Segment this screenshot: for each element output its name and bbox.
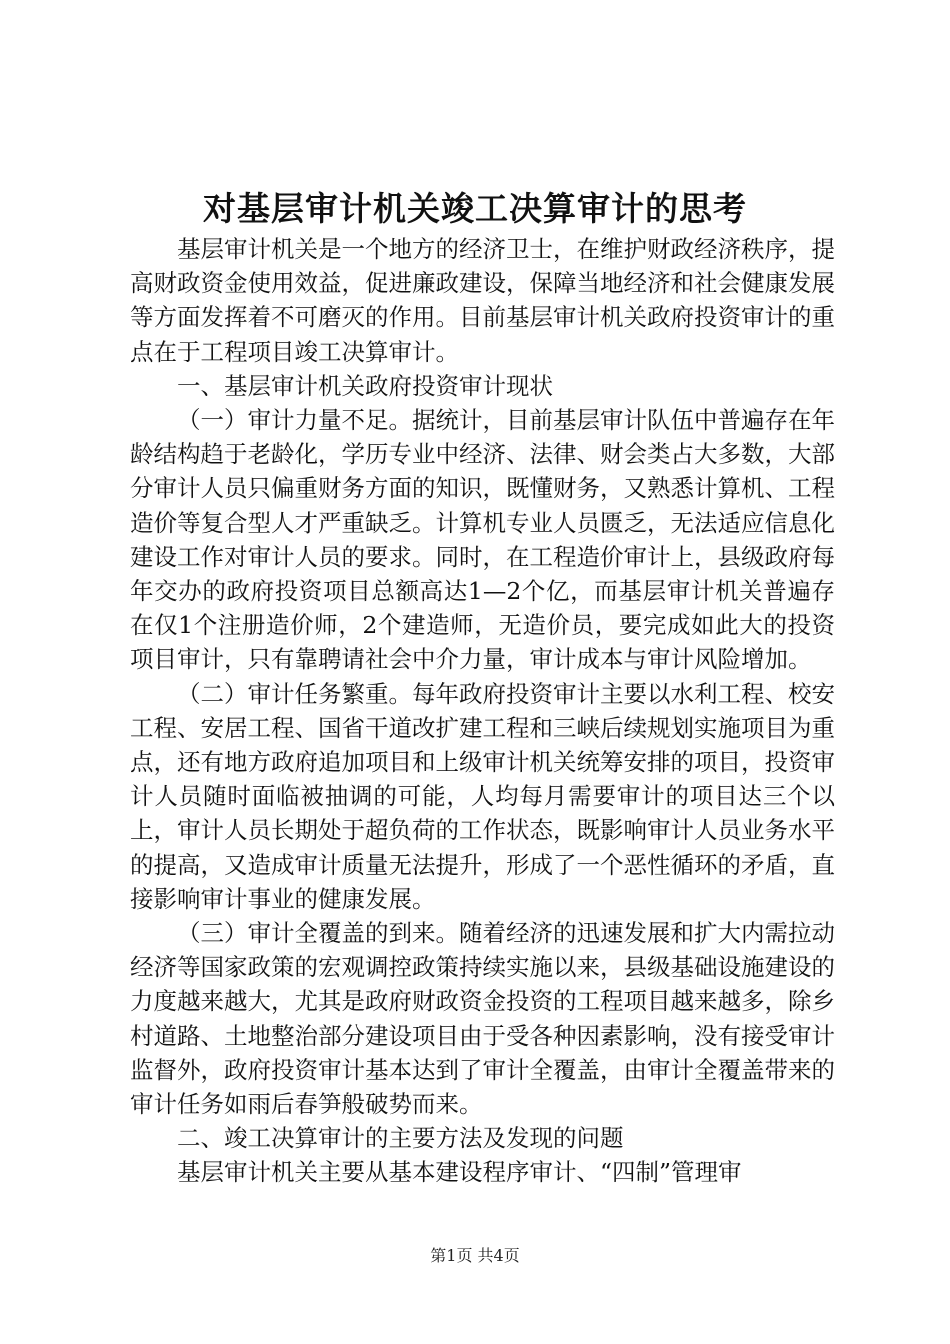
paragraph-intro: 基层审计机关是一个地方的经济卫士，在维护财政经济秩序，提高财政资金使用效益，促进廉政建设，保障当地经济和社会健康发展等方面发挥着不可磨灭的作用。目前基层审计机关政府投资审计的重点在于工程项目竣工决算审计。 <box>130 235 835 366</box>
paragraph-subsection-1: （一）审计力量不足。据统计，目前基层审计队伍中普遍存在年龄结构趋于老龄化，学历专业中经济、法律、财会类占大多数，大部分审计人员只偏重财务方面的知识，既懂财务，又熟悉计算机、工程造价等复合型人才严重缺乏。计算机专业人员匮乏，无法适应信息化建设工作对审计人员的要求。同时，在工程造价审计上，县级政府每年交办的政府投资项目总额高达1—2个亿，而基层审计机关普遍存在仅1个注册造价师，2个建造师，无造价员，要完成如此大的投资项目审计，只有靠聘请社会中介力量，审计成本与审计风险增加。 <box>130 406 835 674</box>
document-body <box>130 232 835 1190</box>
page-number-footer: 第1页 共4页 <box>430 1246 520 1265</box>
paragraph-subsection-2: （二）审计任务繁重。每年政府投资审计主要以水利工程、校安工程、安居工程、国省干道改扩建工程和三峡后续规划实施项目为重点，还有地方政府追加项目和上级审计机关统筹安排的项目，投资审计人员随时面临被抽调的可能，人均每月需要审计的项目达三个以上，审计人员长期处于超负荷的工作状态，既影响审计人员业务水平的提高，又造成审计质量无法提升，形成了一个恶性循环的矛盾，直接影响审计事业的健康发展。 <box>130 679 835 913</box>
paragraph-subsection-3: （三）审计全覆盖的到来。随着经济的迅速发展和扩大内需拉动经济等国家政策的宏观调控政策持续实施以来，县级基础设施建设的力度越来越大，尤其是政府财政资金投资的工程项目越来越多，除乡村道路、土地整治部分建设项目由于受各种因素影响，没有接受审计监督外，政府投资审计基本达到了审计全覆盖，由审计全覆盖带来的审计任务如雨后春笋般破势而来。 <box>130 919 835 1119</box>
section-heading-2: 二、竣工决算审计的主要方法及发现的问题 <box>177 1124 624 1153</box>
document-title: 对基层审计机关竣工决算审计的思考 <box>203 189 747 228</box>
paragraph-continued: 基层审计机关主要从基本建设程序审计、“四制”管理审 <box>177 1158 742 1187</box>
section-heading-1: 一、基层审计机关政府投资审计现状 <box>177 371 553 400</box>
